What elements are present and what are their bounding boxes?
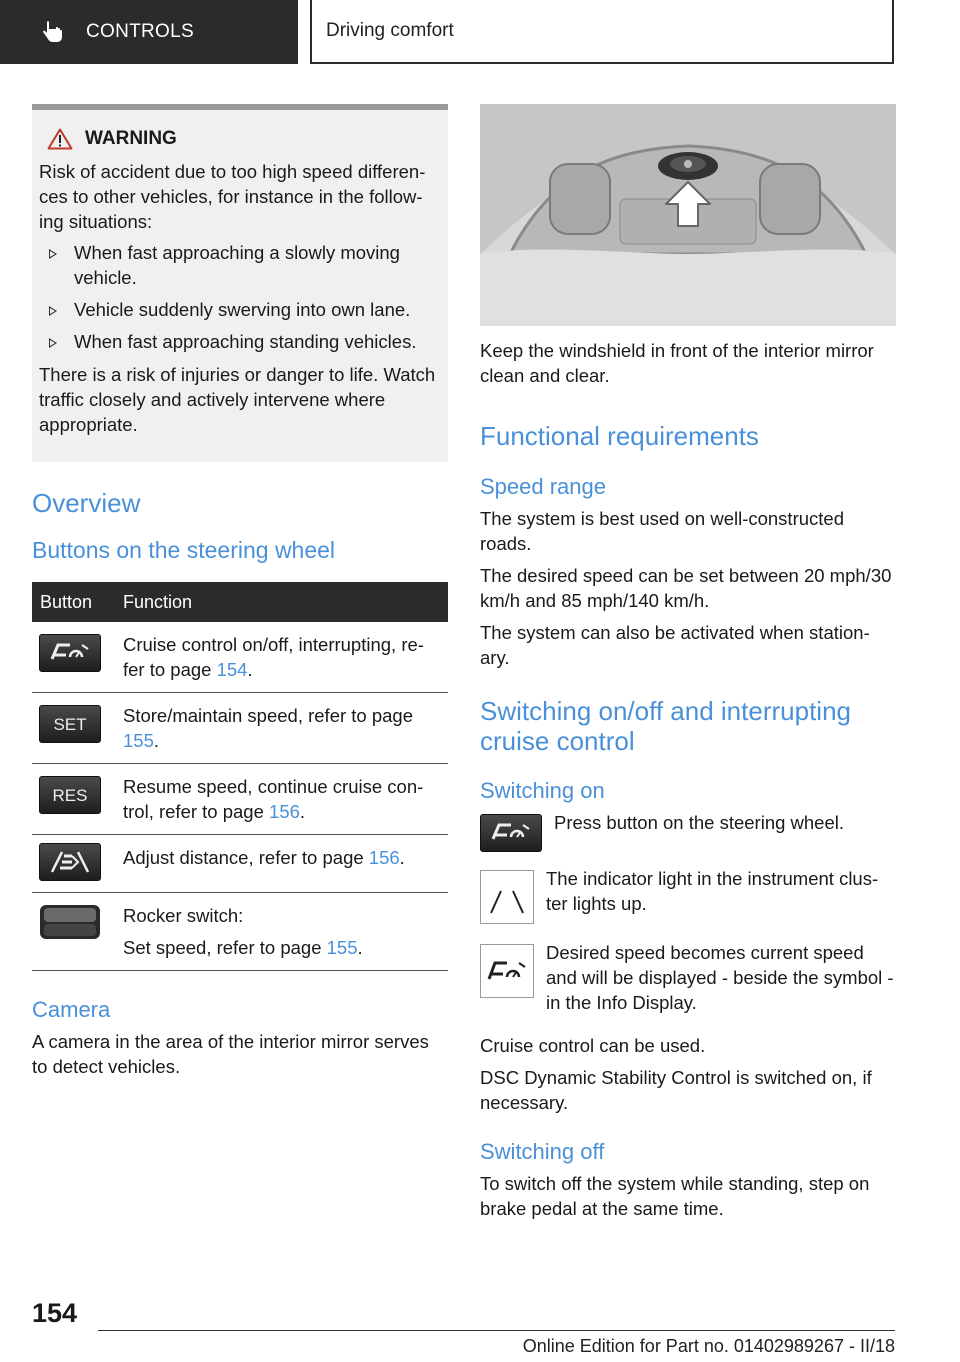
right-column bbox=[480, 104, 896, 1221]
table-header-row bbox=[32, 582, 448, 622]
press-button-text: Press button on the steering wheel. bbox=[554, 812, 845, 833]
indicator-light-box bbox=[480, 870, 534, 924]
warning-box bbox=[32, 104, 448, 462]
page-link[interactable]: 155 bbox=[326, 937, 358, 958]
indicator-row bbox=[480, 870, 896, 924]
list-item: Vehicle suddenly swerving into own lane. bbox=[39, 297, 440, 322]
bullet-triangle-icon bbox=[49, 338, 57, 348]
warning-list bbox=[39, 240, 440, 354]
rocker-switch-button-icon bbox=[39, 903, 101, 941]
buttons-subheading: Buttons on the steering wheel bbox=[32, 537, 336, 563]
page-link[interactable]: 156 bbox=[368, 847, 400, 868]
header-section-label: CONTROLS bbox=[86, 21, 194, 42]
list-item: When fast approaching standing vehicles. bbox=[39, 329, 440, 354]
switching-off-text: To switch off the system while standing, step on brake pedal at the same time. bbox=[480, 1173, 870, 1219]
warning-title: WARNING bbox=[85, 128, 177, 149]
cruise-control-icon bbox=[48, 639, 92, 667]
header-section-tab bbox=[0, 0, 298, 64]
rocker-switch-icon bbox=[39, 903, 101, 941]
page-link[interactable]: 154 bbox=[216, 659, 248, 680]
buttons-table bbox=[32, 582, 448, 971]
left-column bbox=[32, 104, 448, 1079]
bullet-triangle-icon bbox=[49, 306, 57, 316]
table-row: Cruise control on/off, interrupting, re-fer to page 154. bbox=[32, 622, 448, 693]
indicator-text: The indicator light in the instrument clus-ter lights up. bbox=[546, 868, 879, 914]
column-header-function: Function bbox=[115, 582, 448, 622]
footer-divider bbox=[98, 1330, 895, 1331]
cruise-control-button-icon bbox=[39, 634, 101, 672]
bullet-triangle-icon bbox=[49, 249, 57, 259]
warning-heading bbox=[39, 128, 440, 150]
warning-intro: Risk of accident due to too high speed differen-ces to other vehicles, for instance in the follow-ing situations: bbox=[39, 161, 426, 232]
warning-triangle-icon bbox=[47, 128, 73, 150]
cruise-control-icon bbox=[485, 949, 529, 993]
switching-on-heading: Switching on bbox=[480, 778, 605, 803]
speed-range-heading: Speed range bbox=[480, 474, 606, 499]
table-row: Adjust distance, refer to page 156. bbox=[32, 835, 448, 893]
distance-button-icon bbox=[39, 843, 101, 881]
desired-speed-row bbox=[480, 944, 896, 1015]
list-item: When fast approaching a slowly moving vehicle. bbox=[39, 240, 440, 290]
speed-range-text-2: The desired speed can be set between 20 mph/30 km/h and 85 mph/140 km/h. bbox=[480, 565, 892, 611]
functional-requirements-heading: Functional requirements bbox=[480, 421, 759, 451]
page-link[interactable]: 156 bbox=[269, 801, 300, 822]
header-chapter-label: Driving comfort bbox=[326, 20, 454, 41]
table-row: SET Store/maintain speed, refer to page 155. bbox=[32, 693, 448, 764]
interior-mirror-photo bbox=[480, 104, 896, 326]
footer-edition: Online Edition for Part no. 01402989267 - II/18 bbox=[522, 1336, 895, 1356]
photo-caption: Keep the windshield in front of the interior mirror clean and clear. bbox=[480, 340, 874, 386]
table-row: Rocker switch: Set speed, refer to page 155. bbox=[32, 893, 448, 971]
press-button-row bbox=[480, 814, 896, 852]
distance-icon bbox=[48, 848, 92, 876]
indicator-light-icon bbox=[485, 875, 529, 919]
camera-text: A camera in the area of the interior mirror serves to detect vehicles. bbox=[32, 1031, 429, 1077]
page-number: 154 bbox=[32, 1298, 78, 1328]
page-link[interactable]: 155 bbox=[123, 730, 154, 751]
overview-heading: Overview bbox=[32, 488, 141, 518]
hand-pointer-icon bbox=[42, 20, 64, 44]
table-row: RES Resume speed, continue cruise con-trol, refer to page 156. bbox=[32, 764, 448, 835]
cruise-control-icon bbox=[489, 819, 533, 847]
set-button-icon: SET bbox=[39, 705, 101, 743]
res-button-icon: RES bbox=[39, 776, 101, 814]
header-chapter-tab bbox=[310, 0, 894, 64]
dsc-text: DSC Dynamic Stability Control is switched on, if necessary. bbox=[480, 1067, 872, 1113]
column-header-button: Button bbox=[32, 582, 115, 622]
switching-heading: Switching on/off and interrupting cruise control bbox=[480, 696, 851, 756]
car-interior-illustration bbox=[480, 104, 896, 326]
desired-speed-text: Desired speed becomes current speed and will be displayed - beside the symbol - in the Info Display. bbox=[546, 942, 894, 1013]
speed-range-text-3: The system can also be activated when station-ary. bbox=[480, 622, 870, 668]
warning-outro: There is a risk of injuries or danger to life. Watch traffic closely and actively intervene where appropriate. bbox=[39, 364, 436, 435]
speed-range-text-1: The system is best used on well-constructed roads. bbox=[480, 508, 844, 554]
cruise-control-button-icon bbox=[480, 814, 542, 852]
cruise-symbol-box bbox=[480, 944, 534, 998]
switching-off-heading: Switching off bbox=[480, 1139, 605, 1164]
camera-heading: Camera bbox=[32, 997, 111, 1022]
can-be-used-text: Cruise control can be used. bbox=[480, 1035, 706, 1056]
